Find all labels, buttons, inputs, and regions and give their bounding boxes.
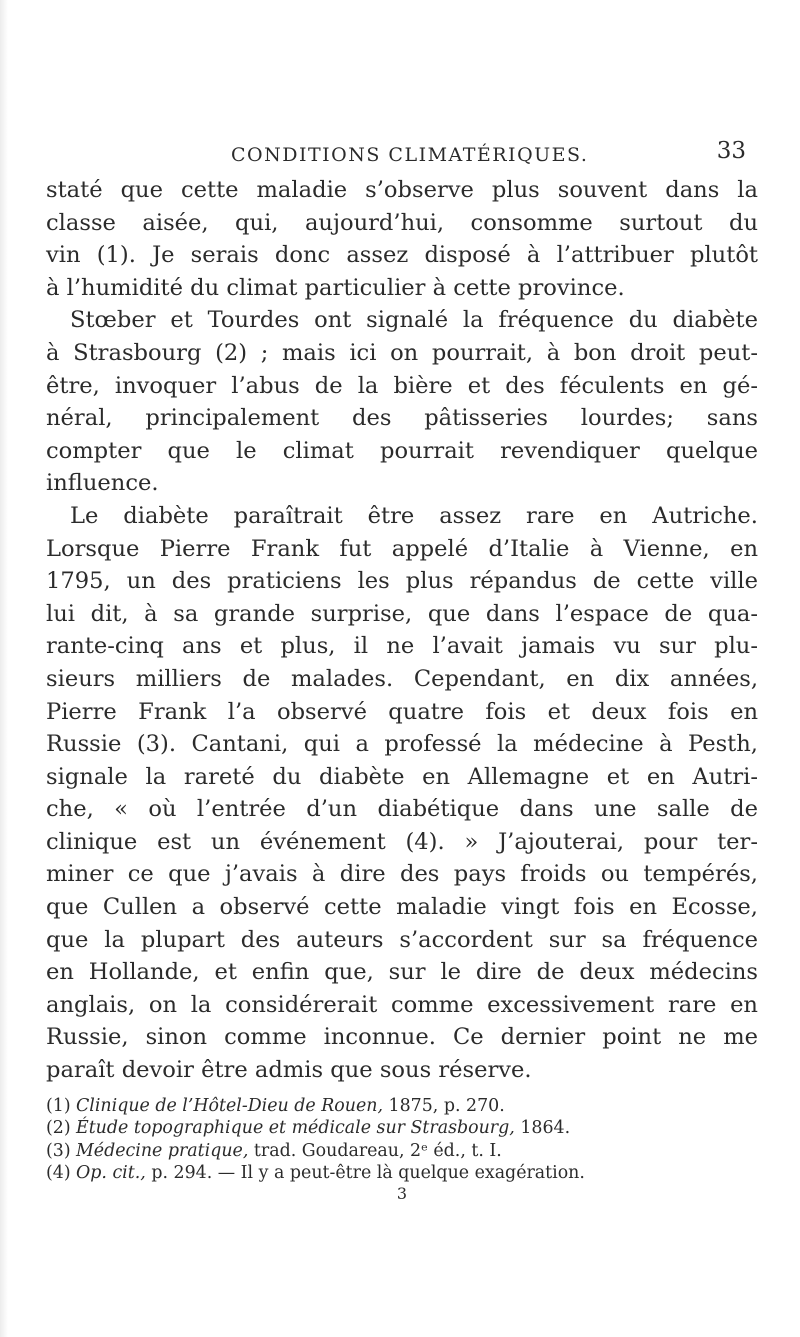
text-line: sieurs milliers de malades. Cependant, en dix années, xyxy=(46,665,758,692)
footnote-marker: (4) xyxy=(46,1163,71,1184)
running-head xyxy=(46,138,758,172)
text-line: Pierre Frank l’a observé quatre fois et deux fois en xyxy=(46,698,758,725)
text-line: à Strasbourg (2) ; mais ici on pourrait, à bon droit peut- xyxy=(46,339,758,366)
footnote-marker: (2) xyxy=(46,1118,71,1139)
footnote xyxy=(46,1162,758,1185)
signature-mark: 3 xyxy=(396,1184,408,1203)
text-line: influence. xyxy=(46,470,159,497)
footnote-detail: 1864. xyxy=(514,1118,571,1139)
text-line: paraît devoir être admis que sous réserve. xyxy=(46,1057,532,1084)
text-line: Stœber et Tourdes ont signalé la fréquence du diabète xyxy=(70,307,758,334)
footnote xyxy=(46,1117,758,1140)
footnote-title: Étude topographique et médicale sur Strasbourg, xyxy=(76,1118,515,1139)
text-line: classe aisée, qui, aujourd’hui, consomme surtout du xyxy=(46,209,758,236)
text-line: à l’humidité du climat particulier à cette province. xyxy=(46,274,625,301)
footnote xyxy=(46,1095,758,1118)
text-line: vin (1). Je serais donc assez disposé à l’attribuer plutôt xyxy=(46,242,758,269)
text-line: signale la rareté du diabète en Allemagne et en Autri- xyxy=(46,763,758,790)
text-line: anglais, on la considérerait comme excessivement rare en xyxy=(46,991,758,1018)
text-line: clinique est un événement (4). » J’ajouterai, pour ter- xyxy=(46,828,758,855)
page-number: 33 xyxy=(716,138,746,164)
text-line: Lorsque Pierre Frank fut appelé d’Italie à Vienne, en xyxy=(46,535,758,562)
text-line: compter que le climat pourrait revendiquer quelque xyxy=(46,437,758,464)
text-line: lui dit, à sa grande surprise, que dans l’espace de qua- xyxy=(46,600,758,627)
text-line: staté que cette maladie s’observe plus souvent dans la xyxy=(46,177,758,203)
footnote xyxy=(46,1140,758,1163)
text-line: néral, principalement des pâtisseries lourdes; sans xyxy=(46,405,758,432)
text-line: que la plupart des auteurs s’accordent sur sa fréquence xyxy=(46,926,758,953)
footnote-title: Op. cit., xyxy=(76,1163,146,1184)
text-line: être, invoquer l’abus de la bière et des féculents en gé- xyxy=(46,372,758,399)
footnote-detail: trad. Goudareau, 2ᵉ éd., t. I. xyxy=(248,1140,502,1161)
footnote-marker: (1) xyxy=(46,1095,71,1116)
footnote-marker: (3) xyxy=(46,1140,71,1161)
text-line: miner ce que j’avais à dire des pays froids ou tempérés, xyxy=(46,861,758,888)
text-line: Le diabète paraîtrait être assez rare en Autriche. xyxy=(70,502,758,529)
text-line: en Hollande, et enfin que, sur le dire de deux médecins xyxy=(46,959,758,986)
text-line: Russie (3). Cantani, qui a professé la médecine à Pesth, xyxy=(46,731,758,758)
text-line: Russie, sinon comme inconnue. Ce dernier point ne me xyxy=(46,1024,758,1051)
text-line: que Cullen a observé cette maladie vingt fois en Ecosse, xyxy=(46,894,758,921)
body-text xyxy=(46,174,758,1087)
footnote-detail: p. 294. — Il y a peut-être là quelque exagération. xyxy=(145,1163,585,1184)
footnotes xyxy=(46,1095,758,1185)
running-title: CONDITIONS CLIMATÉRIQUES. xyxy=(231,144,589,166)
footnote-title: Clinique de l’Hôtel-Dieu de Rouen, xyxy=(76,1095,384,1116)
footnote-detail: 1875, p. 270. xyxy=(383,1095,505,1116)
book-page xyxy=(46,138,758,1203)
footnote-title: Médecine pratique, xyxy=(76,1140,249,1161)
text-line: 1795, un des praticiens les plus répandus de cette ville xyxy=(46,568,758,595)
text-line: rante-cinq ans et plus, il ne l’avait jamais vu sur plu- xyxy=(46,633,758,660)
page-edge-shadow xyxy=(0,0,8,1337)
text-line: che, « où l’entrée d’un diabétique dans une salle de xyxy=(46,796,758,823)
